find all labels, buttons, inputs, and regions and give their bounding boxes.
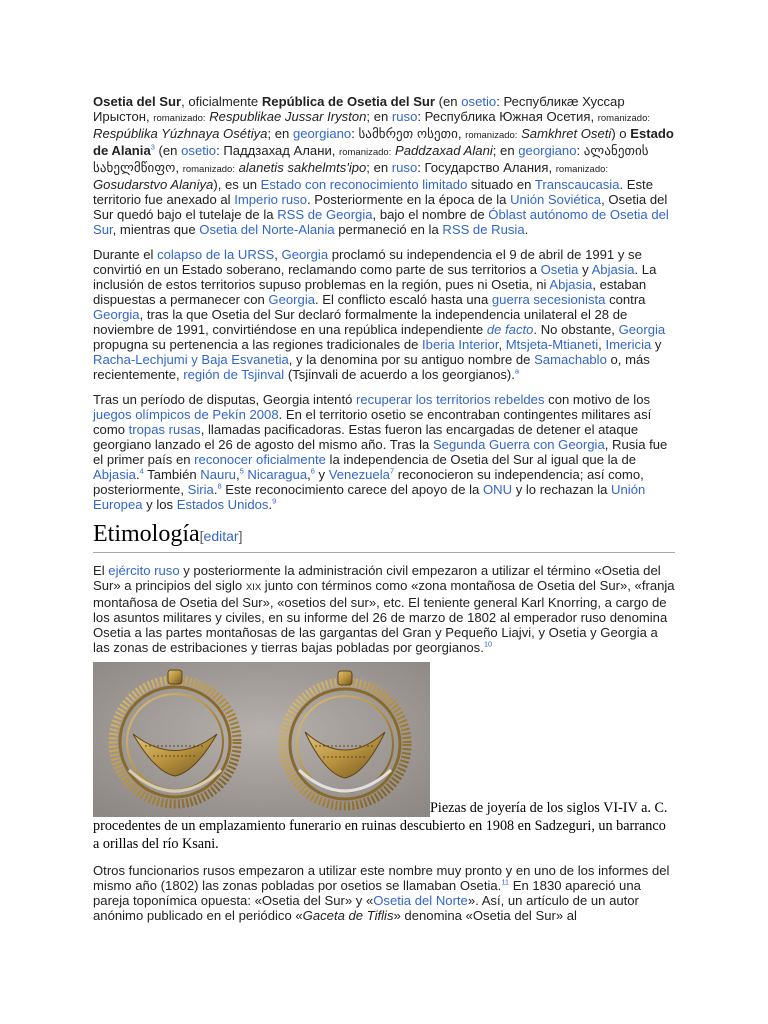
link-transcaucasia[interactable]: Transcaucasia (534, 177, 620, 192)
link-union-europea[interactable]: Unión Europea (93, 482, 646, 512)
link-estados-unidos[interactable]: Estados Unidos (176, 497, 269, 512)
ref-4[interactable]: 4 (139, 466, 144, 476)
ref-3[interactable]: 3 (150, 142, 155, 152)
link-iberia-interior[interactable]: Iberia Interior (422, 337, 499, 352)
lead-paragraph-3: Tras un período de disputas, Georgia intentó recuperar los territorios rebeldes con motivo de los juegos olímpicos de Pekín 2008. En el territorio osetio se encontraban contingentes militares así como tropas rusas, llamadas pacificadoras. Estas fueron las encargadas de detener el ataque georgiano lanzado el 26 de agosto del mismo año. Tras la Segunda Guerra con Georgia, Rusia fue el primer país en reconocer oficialmente la independencia de Osetia del Sur al igual que la de Abjasia.$^4$ También Nauru,$^5$ Nicaragua,$^6$ y Venezuela$^7$ reconocieron su independencia; así como, posteriormente, Siria.$^8$ Este reconocimiento carece del apoyo de la ONU y lo rechazan la Unión Europea y los Estados Unidos.$^9$ (93, 392, 668, 512)
link-rss-rusia[interactable]: RSS de Rusia (442, 222, 525, 237)
link-ejercito-ruso[interactable]: ejército ruso (108, 563, 180, 578)
note-a[interactable]: a (514, 366, 520, 376)
alania-name: Estado de Alania (93, 126, 674, 158)
earrings-illustration (93, 662, 430, 817)
link-recuperar-territorios[interactable]: recuperar los territorios rebeldes (356, 392, 545, 407)
section-heading-etimologia: Etimología[editar] (93, 520, 675, 553)
link-rss-georgia[interactable]: RSS de Georgia (277, 207, 373, 222)
gaceta-title: Gaceta de Tiflis (302, 908, 394, 923)
ref-6[interactable]: 6 (310, 466, 315, 476)
jewelry-figure (93, 662, 675, 853)
link-imericia[interactable]: Imericia (605, 337, 652, 352)
link-siria[interactable]: Siria (187, 482, 214, 497)
link-colapso-urss[interactable]: colapso de la URSS (157, 247, 275, 262)
ref-11[interactable]: 11 (501, 877, 510, 887)
link-abjasia-2[interactable]: Abjasia (549, 277, 593, 292)
link-ruso-2[interactable]: ruso (391, 160, 418, 175)
link-osetio[interactable]: osetio (461, 94, 497, 109)
link-samachablo[interactable]: Samachablo (534, 352, 607, 367)
link-venezuela[interactable]: Venezuela (328, 467, 390, 482)
link-region-tsjinval[interactable]: región de Tsjinval (183, 367, 285, 382)
article-name: Osetia del Sur (93, 94, 182, 109)
link-osetia-del-norte[interactable]: Osetia del Norte (373, 893, 468, 908)
link-reconocer-oficialmente[interactable]: reconocer oficialmente (194, 452, 326, 467)
link-osetia[interactable]: Osetia (540, 262, 579, 277)
link-tropas-rusas[interactable]: tropas rusas (128, 422, 201, 437)
link-union-sovietica[interactable]: Unión Soviética (510, 192, 602, 207)
figure-caption: Piezas de joyería de los siglos VI-IV a. C. procedentes de un emplazamiento funerario en ruinas descubierto en 1908 en Sadzeguri, un barranco a orillas del río Ksani. (93, 800, 668, 852)
lead-paragraph-2: Durante el colapso de la URSS, Georgia proclamó su independencia el 9 de abril de 1991 y se convirtió en un Estado soberano, reclamando como parte de sus territorios a Osetia y Abjasia. La inclusión de estos territorios supuso problemas en la región, pues ni Osetia, ni Abjasia, estaban dispuestas a permanecer con Georgia. El conflicto escaló hasta una guerra secesionista contra Georgia, tras la que Osetia del Sur declaró formalmente la independencia unilateral el 28 de noviembre de 1991, convirtiéndose en una república independiente de facto. No obstante, Georgia propugna su pertenencia a las regiones tradicionales de Iberia Interior, Mtsjeta-Mtianeti, Imericia y Racha-Lechjumi y Baja Esvanetia, y la denomina por su antiguo nombre de Samachablo o, más recientemente, región de Tsjinval (Tsjinvali de acuerdo a los georgianos).$^a$ (93, 247, 666, 382)
link-estado-reconocimiento-limitado[interactable]: Estado con reconocimiento limitado (260, 177, 468, 192)
link-racha-lechjumi[interactable]: Racha-Lechjumi y Baja Esvanetia (93, 352, 289, 367)
link-guerra-secesionista[interactable]: guerra secesionista (491, 292, 606, 307)
link-imperio-ruso[interactable]: Imperio ruso (234, 192, 307, 207)
link-georgia-4[interactable]: Georgia (618, 322, 666, 337)
link-georgia-3[interactable]: Georgia (93, 307, 140, 322)
link-georgiano-2[interactable]: georgiano (518, 143, 577, 158)
link-ruso[interactable]: ruso (391, 109, 418, 124)
link-segunda-guerra[interactable]: Segunda Guerra con Georgia (432, 437, 605, 452)
link-abjasia-3[interactable]: Abjasia (93, 467, 136, 482)
link-de-facto[interactable]: de facto (486, 322, 534, 337)
ref-9[interactable]: 9 (272, 496, 277, 506)
official-name: República de Osetia del Sur (261, 94, 436, 109)
link-abjasia[interactable]: Abjasia (591, 262, 635, 277)
link-juegos-olimpicos[interactable]: juegos olímpicos de Pekín 2008 (93, 407, 279, 422)
ref-8[interactable]: 8 (217, 481, 222, 491)
etym-paragraph-2: Otros funcionarios rusos empezaron a utilizar este nombre muy pronto y en uno de los informes del mismo año (1802) las zonas pobladas por osetios se llamaban Osetia.$^{11}$ En 1830 apareció una pareja toponímica opuesta: «Osetia del Sur» y «Osetia del Norte». Así, un artículo de un autor anónimo publicado en el periódico «Gaceta de Tiflis» denomina «Osetia del Sur» al (93, 863, 670, 923)
link-georgia[interactable]: Georgia (281, 247, 329, 262)
link-mtsjeta-mtianeti[interactable]: Mtsjeta-Mtianeti (505, 337, 599, 352)
link-georgia-2[interactable]: Georgia (268, 292, 316, 307)
link-nicaragua[interactable]: Nicaragua (247, 467, 308, 482)
ref-7[interactable]: 7 (389, 466, 395, 476)
link-georgiano[interactable]: georgiano (292, 126, 352, 141)
link-onu[interactable]: ONU (482, 482, 513, 497)
link-nauru[interactable]: Nauru (200, 467, 236, 482)
link-oblast-autonomo[interactable]: Óblast autónomo de Osetia del Sur (93, 207, 669, 237)
lead-paragraph-1: Osetia del Sur, oficialmente República de Osetia del Sur (en osetio: Республикæ Хуссар Ирыстон, romanizado: Respublikae Jussar Iryston; en ruso: Республика Южная Осетия, romanizado: Respúblika Yúzhnaya Osétiya; en georgiano: სამხრეთ ოსეთი, romanizado: Samkhret Oseti) o Estado de Alania$^3$ (en osetio: Паддзахад Алани, romanizado: Paddzaxad Alani; en georgiano: ალანეთის სახელმწიფო, romanizado: alanetis sakhelmts'ipo; en ruso: Государство Алания, romanizado: Gosudarstvo Alaniya), es un Estado con reconocimiento limitado situado en Transcaucasia. Este territorio fue anexado al Imperio ruso. Posteriormente en la época de la Unión Soviética, Osetia del Sur quedó bajo el tutelaje de la RSS de Georgia, bajo el nombre de Óblast autónomo de Osetia del Sur, mientras que Osetia del Norte-Alania permaneció en la RSS de Rusia. (93, 94, 674, 237)
edit-section-link: [editar] (199, 528, 243, 544)
article-body (93, 94, 675, 923)
etym-paragraph-1: El ejército ruso y posteriormente la administración civil empezaron a utilizar el término «Osetia del Sur» a principios del siglo XIX junto con términos como «zona montañosa de Osetia del Sur», «franja montañosa de Osetia del Sur», «osetios del sur», etc. El teniente general Karl Knorring, a cargo de los asuntos militares y civiles, en su informe del 26 de marzo de 1802 al emperador ruso denomina Osetia a las partes montañosas de las gargantas del Gran y Pequeño Liajvi, y Osetia y Georgia a las zonas de estribaciones y tierras bajas pobladas por georgianos.$^{10}$ (93, 563, 675, 655)
link-osetia-del-norte-alania[interactable]: Osetia del Norte-Alania (199, 222, 335, 237)
ref-10[interactable]: 10 (483, 639, 493, 649)
edit-link[interactable]: editar (203, 528, 239, 544)
ref-5[interactable]: 5 (239, 466, 244, 476)
link-osetio-2[interactable]: osetio (181, 143, 217, 158)
earrings-image[interactable] (93, 662, 430, 817)
